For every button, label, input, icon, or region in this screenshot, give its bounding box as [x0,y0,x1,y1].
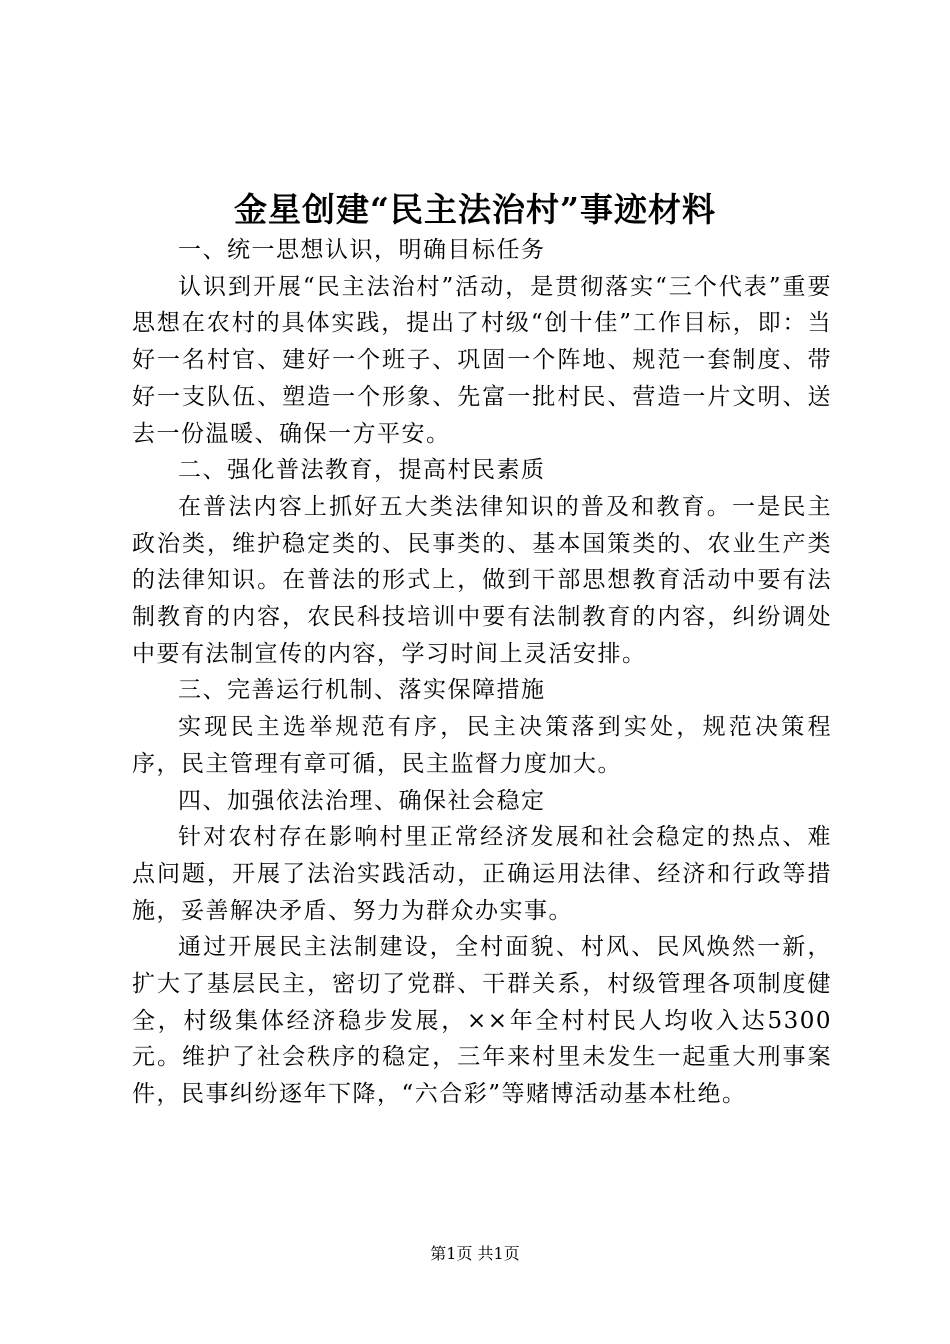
section-heading-4: 四、加强依法治理、确保社会稳定 [178,787,546,814]
section-heading-1: 一、统一思想认识，明确目标任务 [178,237,546,263]
document-body [132,232,832,1113]
section-heading-3: 三、完善运行机制、落实保障措施 [178,677,546,704]
body-paragraph-2: 在普法内容上抓好五大类法律知识的普及和教育。一是民主政治类，维护稳定类的、民事类的、基本国策类的、农业生产类的法律知识。在普法的形式上，做到干部思想教育活动中要有法制教育的内容，农民科技培训中要有法制教育的内容，纠纷调处中要有法制宣传的内容，学习时间上灵活安排。 [132,493,832,667]
body-paragraph-5: 通过开展民主法制建设，全村面貌、村风、民风焕然一新，扩大了基层民主，密切了党群、干群关系，村级管理各项制度健全，村级集体经济稳步发展，××年全村村民人均收入达5300元。维护了社会秩序的稳定，三年来村里未发生一起重大刑事案件，民事纠纷逐年下降，“六合彩”等赌博活动基本杜绝。 [132,934,832,1108]
body-paragraph-1: 认识到开展“民主法治村”活动，是贯彻落实“三个代表”重要思想在农村的具体实践，提出了村级“创十佳”工作目标，即：当好一名村官、建好一个班子、巩固一个阵地、规范一套制度、带好一支队伍、塑造一个形象、先富一批村民、营造一片文明、送去一份温暖、确保一方平安。 [132,273,832,447]
section-heading-2: 二、强化普法教育，提高村民素质 [178,457,546,484]
body-paragraph-4: 针对农村存在影响村里正常经济发展和社会稳定的热点、难点问题，开展了法治实践活动，正确运用法律、经济和行政等措施，妥善解决矛盾、努力为群众办实事。 [132,824,832,924]
document-title: 金星创建“民主法治村”事迹材料 [234,190,716,229]
page-footer: 第1页 共1页 [430,1244,520,1263]
body-paragraph-3: 实现民主选举规范有序，民主决策落到实处，规范决策程序，民主管理有章可循，民主监督力度加大。 [132,714,832,777]
